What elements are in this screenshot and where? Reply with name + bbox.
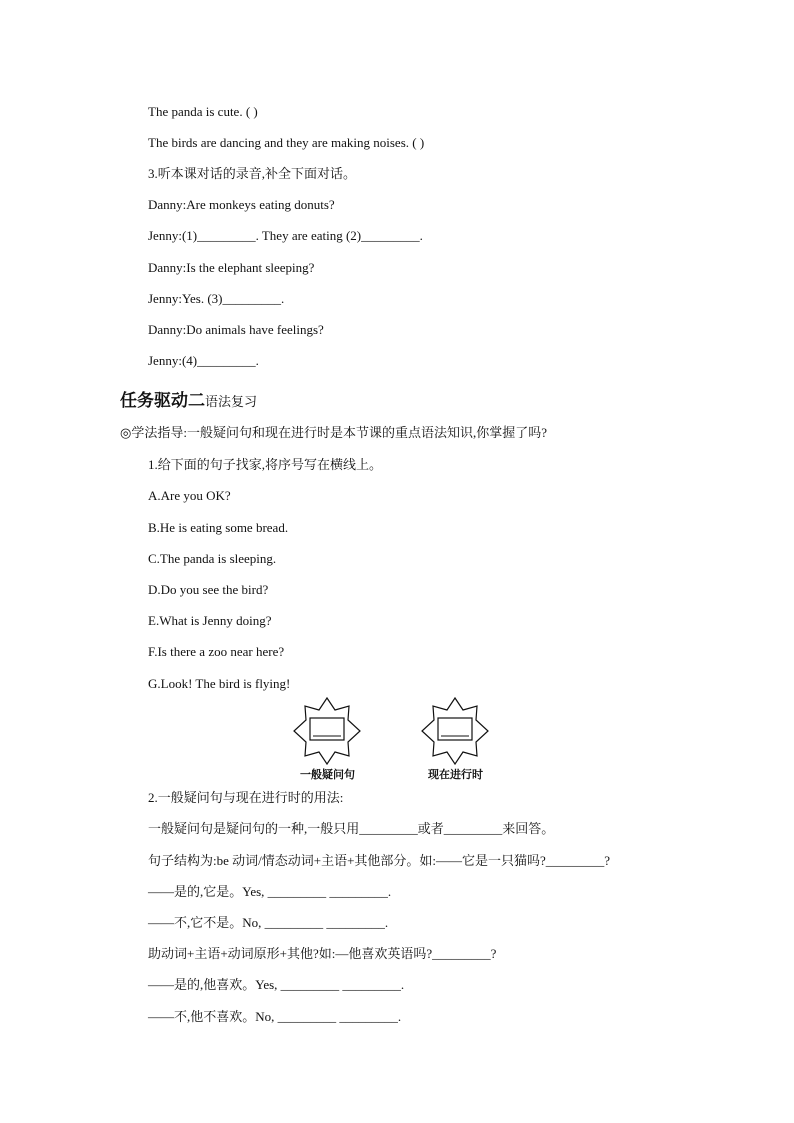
grammar-line: 助动词+主语+动词原形+其他?如:—他喜欢英语吗?_________? <box>148 946 497 961</box>
exercise-instruction: 1.给下面的句子找家,将序号写在横线上。 <box>148 457 383 472</box>
sentence-item: E.What is Jenny doing? <box>148 613 272 628</box>
grammar-line: ——是的,他喜欢。Yes, _________ _________. <box>148 977 405 992</box>
grammar-line: 句子结构为:be 动词/情态动词+主语+其他部分。如:——它是一只猫吗?_________? <box>148 853 611 868</box>
star-badge-left <box>292 696 362 766</box>
sentence-item: F.Is there a zoo near here? <box>148 644 285 659</box>
grammar-line: ——不,它不是。No, _________ _________. <box>148 915 389 930</box>
badge-label-right: 现在进行时 <box>428 768 483 781</box>
study-guide: ◎学法指导:一般疑问句和现在进行时是本节课的重点语法知识,你掌握了吗? <box>120 425 547 440</box>
section-heading <box>120 386 257 411</box>
exercise-instruction: 3.听本课对话的录音,补全下面对话。 <box>148 166 357 181</box>
star-badge-right <box>420 696 490 766</box>
sentence-item: B.He is eating some bread. <box>148 520 289 535</box>
section-title: 任务驱动二 <box>120 391 205 411</box>
grammar-line: ——不,他不喜欢。No, _________ _________. <box>148 1009 402 1024</box>
grammar-line: ——是的,它是。Yes, _________ _________. <box>148 884 392 899</box>
section-subtitle: 语法复习 <box>205 394 258 409</box>
dialogue-line: Jenny:(1)_________. They are eating (2)_________. <box>148 228 423 243</box>
badge-label-left: 一般疑问句 <box>300 768 355 781</box>
sentence-item: C.The panda is sleeping. <box>148 551 277 566</box>
sentence-item: D.Do you see the bird? <box>148 582 269 597</box>
dialogue-line: Jenny:(4)_________. <box>148 353 259 368</box>
statement-line: The panda is cute. ( ) <box>148 104 258 119</box>
dialogue-line: Danny:Do animals have feelings? <box>148 322 324 337</box>
dialogue-line: Danny:Are monkeys eating donuts? <box>148 197 335 212</box>
dialogue-line: Danny:Is the elephant sleeping? <box>148 260 315 275</box>
grammar-line: 一般疑问句是疑问句的一种,一般只用_________或者_________来回答。 <box>148 821 555 836</box>
dialogue-line: Jenny:Yes. (3)_________. <box>148 291 285 306</box>
sentence-item: A.Are you OK? <box>148 488 231 503</box>
sentence-item: G.Look! The bird is flying! <box>148 676 291 691</box>
statement-line: The birds are dancing and they are making noises. ( ) <box>148 135 425 150</box>
exercise-instruction: 2.一般疑问句与现在进行时的用法: <box>148 790 344 805</box>
